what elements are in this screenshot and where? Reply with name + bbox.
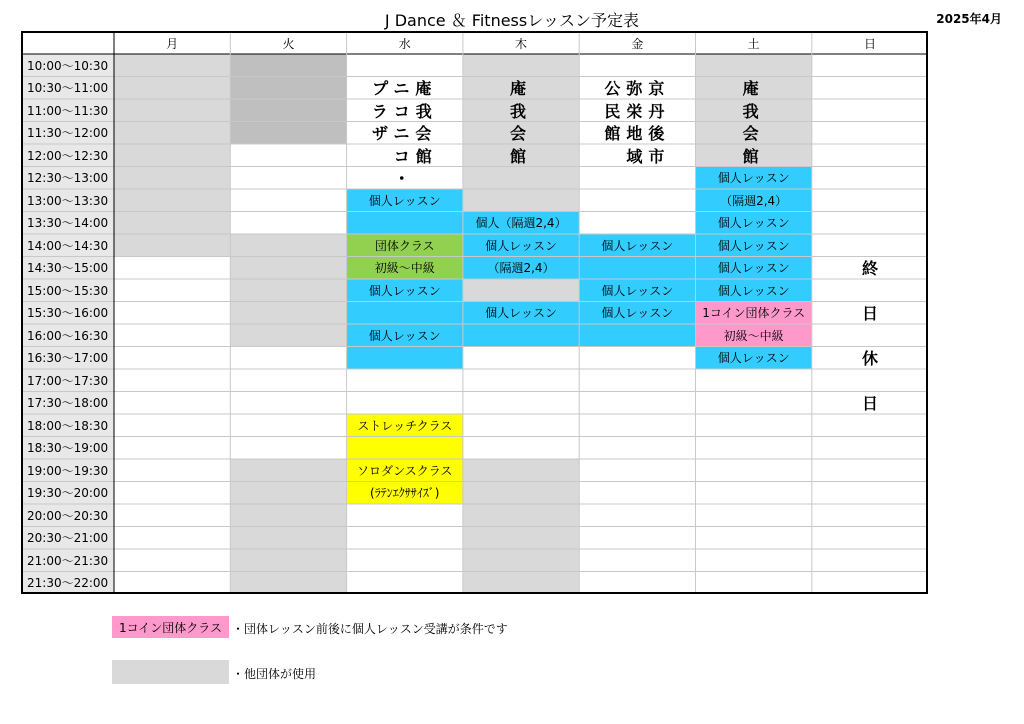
schedule-table [21, 31, 928, 594]
time-slot: 13:30～14:00 [23, 212, 114, 235]
closed-day-label: 日 [861, 304, 878, 324]
lesson-label: 個人レッスン [717, 351, 790, 366]
lesson-label: 個人レッスン [717, 216, 790, 231]
lesson-label: （隔週2,4） [720, 193, 788, 208]
day-header: 日 [863, 37, 876, 51]
venue-label: ザニ会 [372, 124, 438, 144]
lesson-label: 1コイン団体クラス [702, 306, 806, 321]
time-slot: 17:00～17:30 [23, 369, 114, 392]
venue-label: 館地後 [604, 124, 671, 144]
time-slot: 18:00～18:30 [23, 414, 114, 437]
lesson-label: 個人レッスン [717, 261, 790, 276]
lesson-label: 個人レッスン [601, 283, 674, 298]
venue-label: 庵 [742, 79, 765, 99]
lesson-label: 個人レッスン [485, 306, 557, 321]
lesson-label: 初級～中級 [374, 261, 435, 276]
time-slot: 21:30～22:00 [23, 572, 114, 595]
venue-label: ・ [371, 169, 438, 189]
day-header: 月 [166, 37, 179, 51]
legend-grey-swatch [112, 660, 229, 684]
lesson-label: 個人レッスン [368, 328, 441, 343]
day-header: 木 [515, 37, 528, 51]
lesson-label: 個人（隔週2,4） [475, 216, 567, 231]
time-slot: 12:30～13:00 [23, 167, 114, 190]
time-slot: 18:30～19:00 [23, 437, 114, 460]
time-slot: 20:00～20:30 [23, 504, 114, 527]
legend-grey-note: ・他団体が使用 [232, 667, 317, 681]
time-slot: 10:00～10:30 [23, 54, 114, 77]
time-slot: 14:00～14:30 [23, 234, 114, 257]
schedule-month: 2025年4月 [936, 12, 1002, 26]
lesson-label: 個人レッスン [368, 283, 441, 298]
closed-day-label: 休 [861, 349, 878, 369]
time-slot: 21:00～21:30 [23, 549, 114, 572]
lesson-label: 個人レッスン [601, 306, 674, 321]
venue-label: 我 [510, 101, 533, 121]
page-title: J Dance ＆ Fitnessレッスン予定表 [384, 11, 640, 30]
lesson-label: ストレッチクラス [357, 418, 453, 433]
time-slot: 16:00～16:30 [23, 324, 114, 347]
closed-day-label: 日 [861, 394, 878, 414]
venue-label: 庵 [510, 79, 533, 99]
lesson-label: 個人レッスン [717, 238, 790, 253]
schedule-block [463, 167, 579, 212]
venue-label: 館 [510, 146, 533, 166]
time-slot: 11:30～12:00 [23, 122, 114, 145]
legend-pink-note: ・団体レッスン前後に個人レッスン受講が条件です [232, 622, 508, 636]
lesson-label: ソロダンスクラス [357, 463, 453, 478]
time-slot: 12:00～12:30 [23, 144, 114, 167]
lesson-label: 団体クラス [374, 238, 435, 253]
day-header: 火 [282, 37, 295, 51]
lesson-label: 個人レッスン [717, 283, 790, 298]
day-header: 水 [398, 37, 411, 51]
time-slot: 19:30～20:00 [23, 482, 114, 505]
day-header: 金 [631, 37, 644, 51]
time-slot: 15:30～16:00 [23, 302, 114, 325]
venue-label: 会 [510, 124, 533, 144]
venue-label: プニ庵 [372, 79, 438, 99]
schedule-block [230, 459, 346, 594]
lesson-label: 個人レッスン [368, 193, 441, 208]
day-header: 土 [747, 37, 760, 51]
venue-label: 公弥京 [604, 79, 671, 99]
time-slot: 16:30～17:00 [23, 347, 114, 370]
time-slot: 13:00～13:30 [23, 189, 114, 212]
schedule-block [230, 54, 346, 144]
lesson-label: 個人レッスン [717, 171, 790, 186]
lesson-label: （隔週2,4） [487, 261, 555, 276]
lesson-label: 個人レッスン [601, 238, 674, 253]
time-slot: 11:00～11:30 [23, 99, 114, 122]
schedule-block [463, 279, 579, 302]
lesson-label: 初級～中級 [723, 328, 784, 343]
venue-label: 館 [742, 146, 765, 166]
venue-label: 我 [742, 101, 765, 121]
closed-day-label: 終 [861, 259, 878, 279]
schedule-block [114, 54, 230, 257]
venue-label: ラコ我 [371, 101, 438, 121]
legend-pink-swatch: 1コイン団体クラス [112, 616, 229, 638]
time-slot: 20:30～21:00 [23, 527, 114, 550]
lesson-label: (ﾗﾃﾝｴｸｻｻｲｽﾞ) [370, 486, 440, 501]
schedule-block [230, 234, 346, 347]
time-slot: 10:30～11:00 [23, 77, 114, 100]
venue-label: 民栄丹 [604, 101, 671, 121]
time-slot: 14:30～15:00 [23, 257, 114, 280]
schedule-block [463, 459, 579, 594]
venue-label: 域市 [604, 146, 671, 166]
lesson-label: 個人レッスン [485, 238, 557, 253]
time-slot: 15:00～15:30 [23, 279, 114, 302]
venue-label: コ館 [371, 146, 438, 166]
time-slot: 19:00～19:30 [23, 459, 114, 482]
venue-label: 会 [742, 124, 765, 144]
time-slot: 17:30～18:00 [23, 392, 114, 415]
